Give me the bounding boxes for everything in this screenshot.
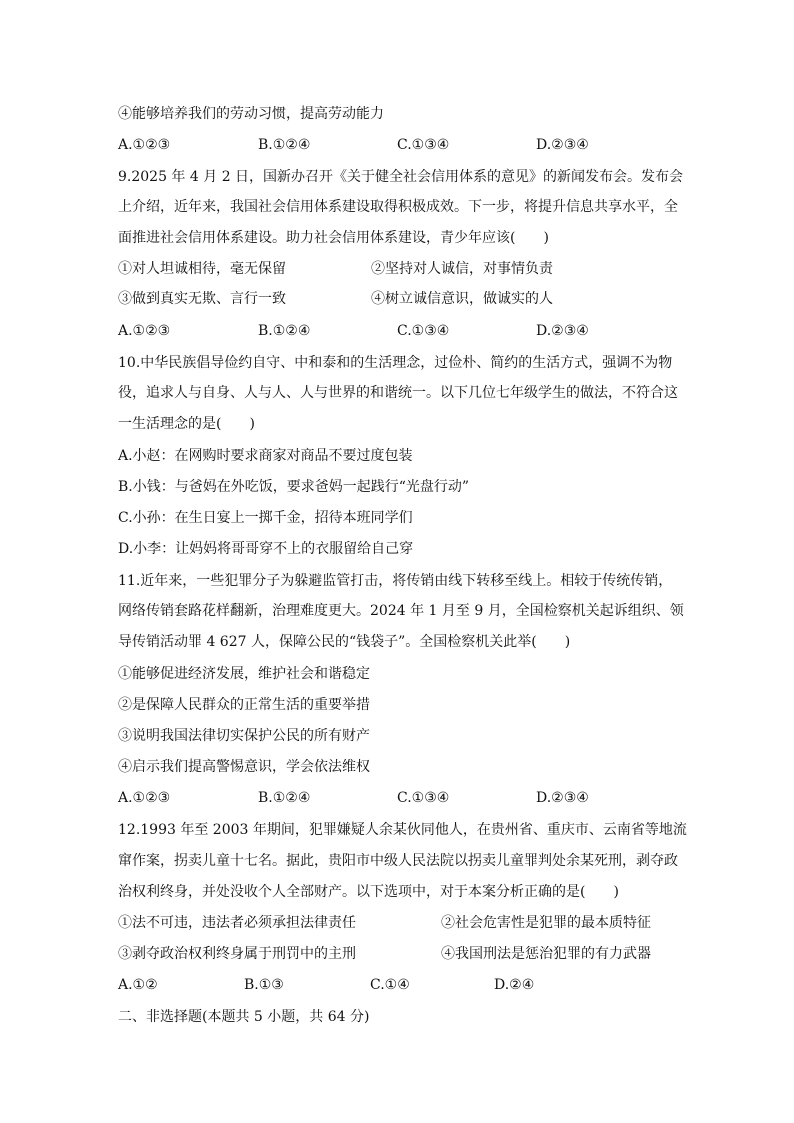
q11-item-1: ①能够促进经济发展，维护社会和谐稳定	[118, 666, 370, 682]
q11-item-2: ②是保障人民群众的正常生活的重要举措	[118, 697, 370, 713]
q9-item-4: ④树立诚信意识，做诚实的人	[371, 291, 553, 307]
q10-option-a: A.小赵：在网购时要求商家对商品不要过度包装	[118, 448, 413, 464]
q9-item-3: ③做到真实无欺、言行一致	[118, 291, 286, 307]
q11-item-3: ③说明我国法律切实保护公民的所有财产	[118, 728, 370, 744]
q8-option-b: B.①②④	[258, 137, 311, 153]
q10-option-b: B.小钱：与爸妈在外吃饭，要求爸妈一起践行“光盘行动”	[118, 479, 470, 495]
q12-option-a: A.①②	[118, 977, 158, 993]
q10-option-c: C.小孙：在生日宴上一掷千金，招待本班同学们	[118, 510, 413, 526]
q9-option-d: D.②③④	[536, 323, 589, 339]
q10-stem-line-2: 役，追求人与自身、人与人、人与世界的和谐统一。以下几位七年级学生的做法，不符合这	[118, 385, 678, 401]
q11-stem-line-2: 网络传销套路花样翻新，治理难度更大。2024 年 1 月至 9 月，全国检察机关起诉组织、领	[118, 603, 684, 619]
q12-stem-line-3: 治权利终身，并处没收个人全部财产。以下选项中，对于本案分析正确的是( )	[118, 884, 619, 900]
q8-option-d: D.②③④	[536, 137, 589, 153]
q11-option-d: D.②③④	[536, 790, 589, 806]
q12-stem-line-1: 12.1993 年至 2003 年期间，犯罪嫌疑人余某伙同他人，在贵州省、重庆市、云南省等地流	[118, 822, 687, 838]
q12-item-1: ①法不可违，违法者必须承担法律责任	[118, 915, 356, 931]
q10-stem-line-3: 一生活理念的是( )	[118, 416, 255, 432]
q9-stem-line-2: 上介绍，近年来，我国社会信用体系建设取得积极成效。下一步，将提升信息共享水平，全	[118, 199, 678, 215]
q11-option-a: A.①②③	[118, 790, 171, 806]
q12-option-d: D.②④	[494, 977, 535, 993]
q12-item-2: ②社会危害性是犯罪的最本质特征	[441, 915, 651, 931]
q12-stem-line-2: 窜作案，拐卖儿童十七名。据此，贵阳市中级人民法院以拐卖儿童罪判处余某死刑，剥夺政	[118, 853, 678, 869]
q8-item-4: ④能够培养我们的劳动习惯，提高劳动能力	[118, 106, 384, 122]
q11-stem-line-1: 11.近年来，一些犯罪分子为躲避监管打击，将传销由线下转移至线上。相较于传统传销，	[118, 573, 673, 589]
q8-option-a: A.①②③	[118, 137, 171, 153]
q11-option-b: B.①②④	[258, 790, 311, 806]
q11-item-4: ④启示我们提高警惕意识，学会依法维权	[118, 759, 370, 775]
q9-item-2: ②坚持对人诚信，对事情负责	[371, 261, 553, 277]
q12-option-b: B.①③	[244, 977, 284, 993]
section-2-heading: 二、非选择题(本题共 5 小题，共 64 分)	[118, 1009, 370, 1025]
q9-option-a: A.①②③	[118, 323, 171, 339]
q10-stem-line-1: 10.中华民族倡导俭约自守、中和泰和的生活理念，过俭朴、简约的生活方式，强调不为物	[118, 355, 673, 371]
q12-item-3: ③剥夺政治权利终身属于刑罚中的主刑	[118, 946, 356, 962]
q10-option-d: D.小李：让妈妈将哥哥穿不上的衣服留给自己穿	[118, 541, 414, 557]
q11-option-c: C.①③④	[397, 790, 450, 806]
q12-option-c: C.①④	[370, 977, 410, 993]
q9-option-c: C.①③④	[397, 323, 450, 339]
q9-item-1: ①对人坦诚相待，毫无保留	[118, 261, 286, 277]
q11-stem-line-3: 导传销活动罪 4 627 人，保障公民的“钱袋子”。全国检察机关此举( )	[118, 634, 571, 650]
q12-item-4: ④我国刑法是惩治犯罪的有力武器	[441, 946, 651, 962]
q9-stem-line-1: 9.2025 年 4 月 2 日，国新办召开《关于健全社会信用体系的意见》的新闻发布会。发布会	[118, 169, 684, 185]
q8-option-c: C.①③④	[397, 137, 450, 153]
q9-option-b: B.①②④	[258, 323, 311, 339]
q9-stem-line-3: 面推进社会信用体系建设。助力社会信用体系建设，青少年应该( )	[118, 230, 549, 246]
